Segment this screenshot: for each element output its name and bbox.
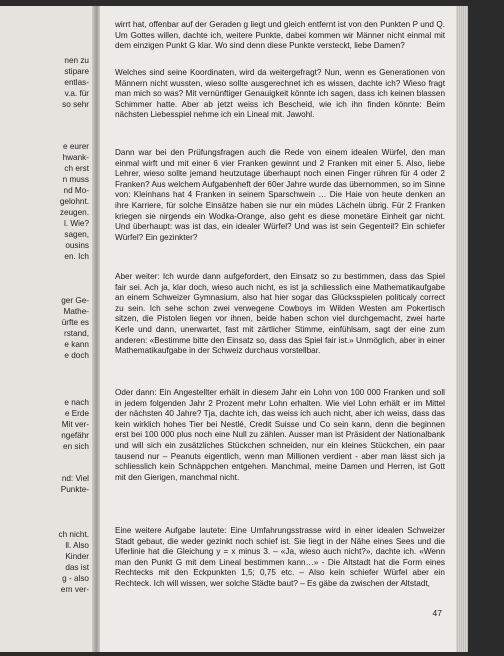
left-page-line: Mit ver- xyxy=(61,420,89,429)
left-page-line: en sich xyxy=(63,442,89,451)
left-page-line: e Erde xyxy=(64,409,89,418)
left-page-line: Punkte- xyxy=(60,485,89,494)
left-page-line: Mathe- xyxy=(63,307,89,316)
left-page-line: ll. Also xyxy=(65,541,89,550)
left-page-line: en. Ich xyxy=(64,252,89,261)
left-page-line: ch erst xyxy=(64,164,89,173)
left-page-text-fragments xyxy=(0,6,92,652)
page-edges xyxy=(456,6,468,652)
left-page-line: g - also xyxy=(62,574,89,583)
paragraph: Oder dann: Ein Angestellter erhält in diesem Jahr ein Lohn von 100 000 Franken und soll in jedem folgenden Jahr 2 Prozent mehr Lohn erhalten. Wie viel Lohn erhält er im Mittel der nächsten 40 Jahre? Tja, dachte ich, das weiss ich auch nicht, aber ich weiss, dass das kein wirklich hohes Tier bei Nestlé, Credit Suisse und Co sein kann, denn die beginnen erst bei 100 000 plus noch eine Null zu zählen. Ausser man ist Präsident der Nationalbank und will sich ein zusätzliches Stückchen schneiden, nur ein kleines Stückchen, ein paar tausend nur – Peanuts eigentlich, wenn man Millionen verdient - aber man lässt sich ja schliesslich kein Schnäppchen entgehen. Manchmal, meine Damen und Herren, ist Gott mit den Gierigen, manchmal nicht. xyxy=(115,388,445,482)
right-page xyxy=(100,6,456,652)
left-page-line: ousins xyxy=(65,241,89,250)
paragraph: wirrt hat, offenbar auf der Geraden g liegt und gleich entfernt ist von den Punkten P und Q. Um Gottes willen, dachte ich, weitere Punkte, dabei kommen wir Männer nicht einmal mit dem einzigen Punkt G klar. Wo sind denn diese Punkte versteckt, liebe Damen? xyxy=(115,20,445,51)
left-page-line: hwank- xyxy=(62,153,89,162)
paragraph: Eine weitere Aufgabe lautete: Eine Umfahrungsstrasse wird in einer idealen Schweizer Stadt gebaut, die weder gezinkt noch schief ist. Sie liegt in der Nähe eines Sees und die Uferlinie hat die Gleichung y = x minus 3. – «Ja, wieso auch nicht?», dachte ich. «Wenn man den Punkt G mit dem Lineal bestimmen kann…» - Die Altstadt hat die Form eines Rechtecks mit den Eckpunkten 1,5; 0,75 etc. – Also kein schiefer Würfel aber ein Rechteck. Ich will wissen, wer solche Städte baut? – Es gäbe da zwischen der Altstadt, xyxy=(115,526,445,588)
left-page-line: nd: Viel xyxy=(61,474,89,483)
left-page-line: Kinder xyxy=(65,552,89,561)
page-number: 47 xyxy=(432,608,442,618)
left-page-line: gelohnt. xyxy=(59,197,89,206)
paragraph: Aber weiter: Ich wurde dann aufgefordert, den Einsatz so zu bestimmen, dass das Spiel fair sei. Ach ja, klar doch, wieso auch nicht, es ist ja schliesslich eine Mathematikaufgabe an einem Schweizer Gymnasium, also hat hier sogar das Glücksspielen politicaly correct zu sein. Ich sehe schon zwei verwegene Cowboys im Wilden Westen am Pokertisch sitzen, die Pistolen liegen vor ihnen, beide haben schon viel durchgemacht, zwei harte Kerle und dann, unerwartet, fast mit zärtlicher Stimme, einfühlsam, sagt der eine zum anderen: «Bestimme bitte den Einsatz so, dass das Spiel fair ist.» Unmöglich, aber in einer Mathematikaufgabe in der Schweiz durchaus vorstellbar. xyxy=(115,272,445,356)
left-page-line: ch nicht. xyxy=(58,530,89,539)
left-page-line: ürfte es xyxy=(61,318,89,327)
paragraph: Welches sind seine Koordinaten, wird da weitergefragt? Nun, wenn es Generationen von Männern nicht wussten, wieso sollte ausgerechnet ich es wissen, dachte ich? Wieso fragt man mich so was? Mit vernünftiger Genauigkeit könnte ich sagen, dass ich keinen blassen Schimmer hatte. Aber ab jetzt weiss ich Bescheid, wie ich ihn finden könnte: Beim nächsten Liebesspiel nehme ich ein Lineal mit. Jawohl. xyxy=(115,68,445,120)
left-page-line: ger Ge- xyxy=(61,296,89,305)
left-page-line: e eurer xyxy=(63,142,89,151)
left-page-line: e doch xyxy=(64,351,89,360)
left-page-line: zeugen. xyxy=(59,208,89,217)
left-page-line: das ist xyxy=(65,563,89,572)
paragraph: Dann war bei den Prüfungsfragen auch die Rede von einem idealen Würfel, den man einmal wirft und mit einer 6 vier Franken gewinnt und 2 Franken mit einer 5. Also, liebe Lehrer, wieso sollte jemand heutzutage überhaupt noch einen Finger rühren für 4 oder 2 Franken? Aus welchem Aufgabenheft der 60er Jahre wurde das übernommen, so im Sinne von: Kleinhans hat 4 Franken in seinem Sparschwein … Die Haie von heute denken an ihre Karriere, für solche Einsätze haben sie nur ein müdes Lächeln übrig. Für 2 Franken kriegen sie nirgends ein Wodka-Orange, also geht es diese monetäre Einheit gar nicht. Und überhaupt: was ist das, ein idealer Würfel? Und was ist sein Gegenteil? Ein schiefer Würfel? Ein gezinkter? xyxy=(115,148,445,242)
left-page xyxy=(0,6,92,652)
left-page-line: nd Mo- xyxy=(63,186,89,195)
left-page-line: so sehr xyxy=(62,100,89,109)
left-page-line: entlas- xyxy=(64,78,89,87)
left-page-line: l. Wie? xyxy=(63,219,89,228)
left-page-line: e nach xyxy=(64,398,89,407)
left-page-line: nen zu xyxy=(64,56,89,65)
left-page-line: rstand, xyxy=(63,329,89,338)
left-page-line: ern ver- xyxy=(60,585,89,594)
left-page-line: ngefähr xyxy=(61,431,89,440)
left-page-line: v.a. für xyxy=(64,89,89,98)
left-page-line: sagen, xyxy=(64,230,89,239)
left-page-line: stipare xyxy=(64,67,89,76)
left-page-line: n muss xyxy=(62,175,89,184)
left-page-line: e kann xyxy=(64,340,89,349)
